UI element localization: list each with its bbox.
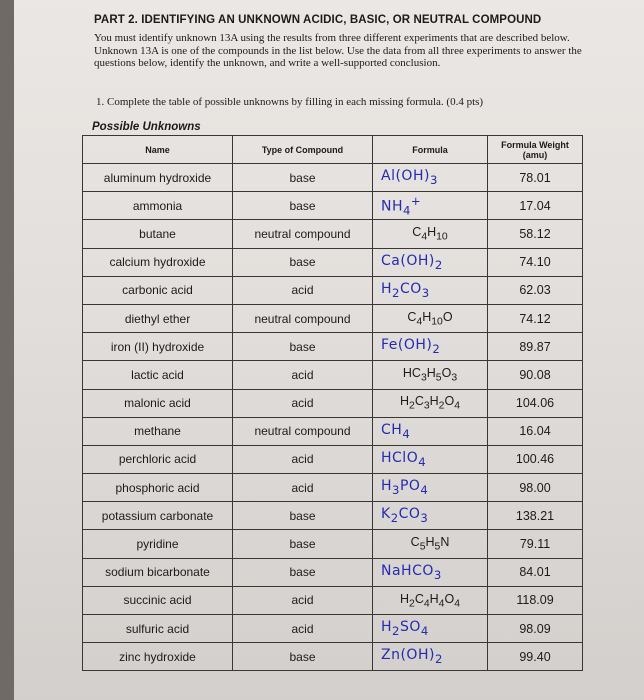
- formula-weight-cell: 98.09: [488, 615, 583, 643]
- compound-type-cell: acid: [233, 445, 373, 473]
- formula-weight-cell: 79.11: [488, 530, 583, 558]
- question-1: 1. Complete the table of possible unknowns by filling in each missing formula. (0.4 pts): [96, 96, 484, 108]
- formula-cell[interactable]: $H_2CO_3$: [373, 276, 488, 304]
- formula-cell[interactable]: $Fe(OH)_2$: [373, 333, 488, 361]
- formula-weight-cell: 100.46: [488, 445, 583, 473]
- table-row: [83, 248, 583, 276]
- compound-type-cell: acid: [233, 361, 373, 389]
- formula-cell[interactable]: $C_5H_5N$: [373, 530, 488, 558]
- formula-weight-cell: 138.21: [488, 502, 583, 530]
- compound-type-cell: base: [233, 558, 373, 586]
- table-row: [83, 304, 583, 332]
- compound-name-cell: malonic acid: [83, 389, 233, 417]
- table-row: [83, 643, 583, 671]
- compound-name-cell: carbonic acid: [83, 276, 233, 304]
- column-header-weight: Formula Weight (amu): [488, 136, 583, 164]
- formula-weight-cell: 104.06: [488, 389, 583, 417]
- formula-cell[interactable]: $H_2C_4H_4O_4$: [373, 586, 488, 614]
- compound-type-cell: base: [233, 530, 373, 558]
- formula-cell[interactable]: $H_3PO_4$: [373, 474, 488, 502]
- compound-name-cell: aluminum hydroxide: [83, 164, 233, 192]
- column-header-formula: Formula: [373, 136, 488, 164]
- compound-name-cell: succinic acid: [83, 586, 233, 614]
- table-row: [83, 361, 583, 389]
- formula-cell[interactable]: $C_4H_{10}O$: [373, 304, 488, 332]
- formula-weight-cell: 62.03: [488, 276, 583, 304]
- formula-cell[interactable]: $CH_4$: [373, 417, 488, 445]
- compound-type-cell: base: [233, 164, 373, 192]
- formula-cell[interactable]: $C_4H_{10}$: [373, 220, 488, 248]
- formula-weight-cell: 89.87: [488, 333, 583, 361]
- formula-weight-cell: 99.40: [488, 643, 583, 671]
- formula-weight-cell: 98.00: [488, 474, 583, 502]
- compound-type-cell: base: [233, 248, 373, 276]
- formula-weight-cell: 74.10: [488, 248, 583, 276]
- table-row: [83, 417, 583, 445]
- instructions-paragraph: You must identify unknown 13A using the results from three different experiments that are described below. Unknown 13A is one of the compounds in the list below. Use the data from all three experiments to answer the questions below, identify the unknown, and write a well-supported conclusion.: [94, 32, 582, 69]
- table-header-row: [83, 136, 583, 164]
- formula-weight-cell: 17.04: [488, 192, 583, 220]
- formula-weight-cell: 118.09: [488, 586, 583, 614]
- table-row: [83, 389, 583, 417]
- compound-type-cell: base: [233, 192, 373, 220]
- table-row: [83, 586, 583, 614]
- compound-type-cell: base: [233, 502, 373, 530]
- formula-cell[interactable]: $Al(OH)_3$: [373, 164, 488, 192]
- compound-name-cell: sodium bicarbonate: [83, 558, 233, 586]
- table-row: [83, 558, 583, 586]
- compound-name-cell: calcium hydroxide: [83, 248, 233, 276]
- table-row: [83, 502, 583, 530]
- table-title: Possible Unknowns: [92, 121, 201, 133]
- part-title: PART 2. IDENTIFYING AN UNKNOWN ACIDIC, BASIC, OR NEUTRAL COMPOUND: [94, 14, 542, 26]
- formula-cell[interactable]: $Zn(OH)_2$: [373, 643, 488, 671]
- formula-weight-cell: 90.08: [488, 361, 583, 389]
- compound-name-cell: iron (II) hydroxide: [83, 333, 233, 361]
- compound-name-cell: butane: [83, 220, 233, 248]
- compound-name-cell: diethyl ether: [83, 304, 233, 332]
- formula-cell[interactable]: $HC_3H_5O_3$: [373, 361, 488, 389]
- compound-name-cell: pyridine: [83, 530, 233, 558]
- worksheet-page: [14, 0, 644, 700]
- table-row: [83, 333, 583, 361]
- formula-cell[interactable]: $K_2CO_3$: [373, 502, 488, 530]
- compound-name-cell: phosphoric acid: [83, 474, 233, 502]
- compound-type-cell: acid: [233, 474, 373, 502]
- formula-weight-cell: 16.04: [488, 417, 583, 445]
- table-row: [83, 220, 583, 248]
- formula-cell[interactable]: $H_2C_3H_2O_4$: [373, 389, 488, 417]
- compound-name-cell: methane: [83, 417, 233, 445]
- table-row: [83, 530, 583, 558]
- formula-cell[interactable]: NaHCO$_3$: [373, 558, 488, 586]
- compound-name-cell: zinc hydroxide: [83, 643, 233, 671]
- compound-type-cell: acid: [233, 276, 373, 304]
- formula-weight-cell: 78.01: [488, 164, 583, 192]
- compound-name-cell: potassium carbonate: [83, 502, 233, 530]
- column-header-name: Name: [83, 136, 233, 164]
- possible-unknowns-table: [82, 135, 583, 671]
- compound-name-cell: perchloric acid: [83, 445, 233, 473]
- compound-name-cell: sulfuric acid: [83, 615, 233, 643]
- formula-weight-cell: 74.12: [488, 304, 583, 332]
- formula-cell[interactable]: $H_2SO_4$: [373, 615, 488, 643]
- formula-cell[interactable]: HClO$_4$: [373, 445, 488, 473]
- compound-type-cell: neutral compound: [233, 417, 373, 445]
- table-row: [83, 474, 583, 502]
- compound-type-cell: base: [233, 643, 373, 671]
- compound-name-cell: ammonia: [83, 192, 233, 220]
- compound-type-cell: neutral compound: [233, 304, 373, 332]
- column-header-type: Type of Compound: [233, 136, 373, 164]
- table-row: [83, 276, 583, 304]
- table-row: [83, 192, 583, 220]
- compound-type-cell: acid: [233, 586, 373, 614]
- compound-type-cell: acid: [233, 615, 373, 643]
- table-row: [83, 615, 583, 643]
- table-row: [83, 445, 583, 473]
- formula-cell[interactable]: $Ca(OH)_2$: [373, 248, 488, 276]
- formula-weight-cell: 84.01: [488, 558, 583, 586]
- compound-name-cell: lactic acid: [83, 361, 233, 389]
- compound-type-cell: base: [233, 333, 373, 361]
- compound-type-cell: acid: [233, 389, 373, 417]
- table-row: [83, 164, 583, 192]
- formula-weight-cell: 58.12: [488, 220, 583, 248]
- formula-cell[interactable]: $NH_4^+$: [373, 192, 488, 220]
- compound-type-cell: neutral compound: [233, 220, 373, 248]
